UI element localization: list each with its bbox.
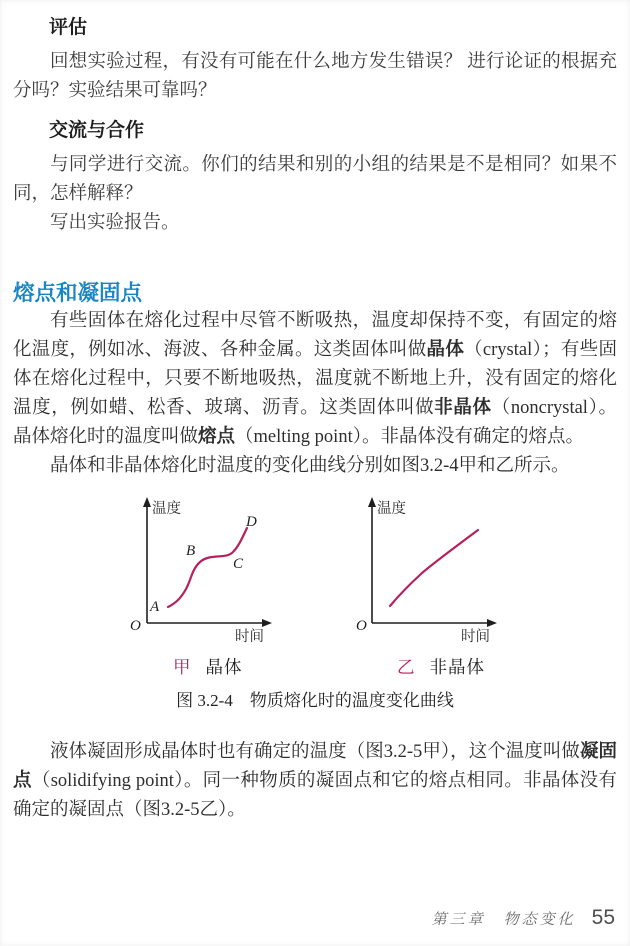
freezing-paragraph: 液体凝固形成晶体时也有确定的温度（图3.2-5甲），这个温度叫做凝固点（solidifying point）。同一种物质的凝固点和它的熔点相同。非晶体没有确定的凝固点（图3.2-5乙）。: [13, 742, 617, 820]
evaluate-heading: 评估: [49, 17, 88, 38]
point-a-label: A: [150, 599, 160, 615]
left-graph-caption: [173, 654, 243, 679]
melting-point-heading: 熔点和凝固点: [13, 281, 143, 305]
x-axis-label: 时间: [235, 629, 264, 645]
right-graph-tag: 乙: [397, 657, 416, 677]
figure-3-2-4: [13, 494, 617, 708]
right-graph-name: 非晶体: [429, 657, 485, 677]
right-graph-caption: [397, 654, 485, 679]
noncrystal-curve: [390, 530, 478, 606]
page-footer: [432, 906, 615, 930]
y-axis-arrow-icon: [143, 497, 151, 507]
crystal-melting-chart: [120, 494, 305, 652]
communicate-heading: 交流与合作: [49, 120, 145, 141]
origin-label: O: [130, 618, 141, 634]
point-c-label: C: [233, 556, 244, 572]
y-axis-label: 温度: [377, 501, 406, 517]
evaluate-paragraph: 回想实验过程，有没有可能在什么地方发生错误？ 进行论证的根据充分吗？实验结果可靠吗？: [13, 52, 617, 101]
melting-paragraph-1: 有些固体在熔化过程中尽管不断吸热，温度却保持不变，有固定的熔化温度，例如冰、海波、各种金属。这类固体叫做晶体（crystal）；有些固体在熔化过程中，只要不断地吸热，温度就不断地上升，没有固定的熔化温度，例如蜡、松香、玻璃、沥青。这类固体叫做非晶体（noncrystal）。晶体熔化时的温度叫做熔点（melting point）。非晶体没有确定的熔点。: [13, 311, 617, 447]
x-axis-arrow-icon: [262, 619, 272, 627]
communicate-paragraph: 与同学进行交流。你们的结果和别的小组的结果是不是相同？如果不同，怎样解释？: [13, 155, 617, 204]
y-axis-arrow-icon: [368, 497, 376, 507]
figure-caption: 图 3.2-4 物质熔化时的温度变化曲线: [176, 691, 454, 710]
y-axis-label: 温度: [152, 501, 181, 517]
noncrystal-melting-chart: [350, 494, 515, 652]
origin-label: O: [356, 618, 367, 634]
point-b-label: B: [186, 543, 196, 559]
melting-paragraph-2: 晶体和非晶体熔化时温度的变化曲线分别如图3.2-4甲和乙所示。: [50, 456, 570, 476]
x-axis-label: 时间: [461, 629, 490, 645]
x-axis-arrow-icon: [487, 619, 497, 627]
report-line: 写出实验报告。: [50, 213, 180, 233]
left-graph-tag: 甲: [173, 657, 192, 677]
chapter-title: 第三章 物态变化: [431, 912, 576, 928]
left-graph-name: 晶体: [205, 657, 243, 677]
point-d-label: D: [246, 514, 257, 530]
page-number: 55: [591, 906, 615, 929]
